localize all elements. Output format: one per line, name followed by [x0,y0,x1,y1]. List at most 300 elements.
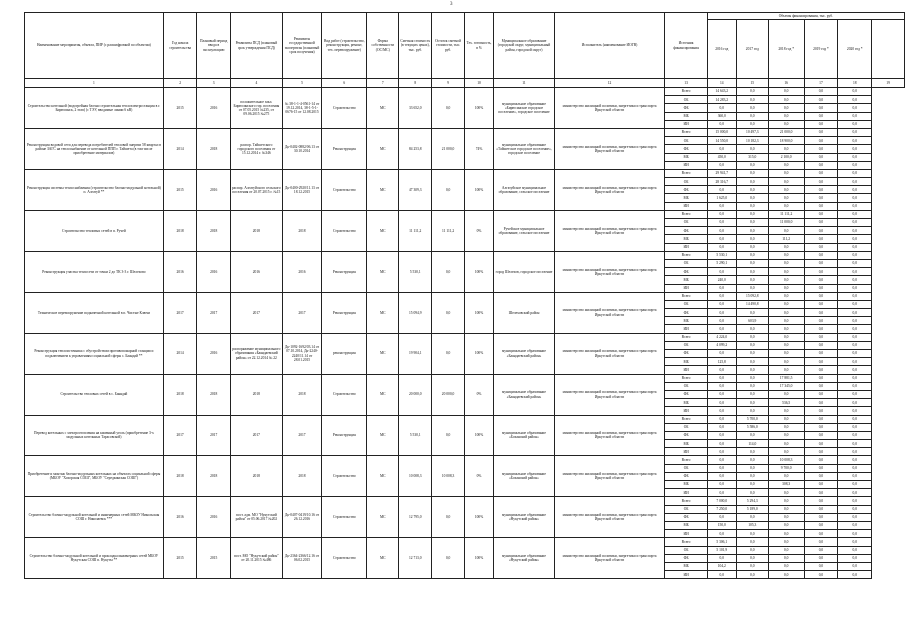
column-index-cell: 16 [768,79,804,88]
funding-value-cell: 0,0 [736,456,768,464]
funding-value-cell: 0,0 [768,530,804,538]
funding-value-cell: 0,0 [707,292,736,300]
funding-value-cell: 536,5 [768,399,804,407]
municipality-cell: Алгатуйское муниципальное образование, сельское поселение [494,169,554,210]
header-remaining-cost: Остаток сметной стоимости, тыс. руб. [432,13,464,79]
work-type-cell: Строительство [322,374,367,415]
funding-value-cell: 5 294,3 [736,497,768,505]
project-name-cell: Строительство блочно-модульной котельной и прокладка инженерных сетей МБОУ Нукутская СОШ п. Нукуты ** [25,538,164,579]
funding-value-cell: 0,0 [768,325,804,333]
expertise-details-cell: 2016 [282,251,321,292]
column-index-cell: 6 [322,79,367,88]
psd-details-cell: 2018 [230,210,282,251]
remaining-cost-cell: 0,0 [432,538,464,579]
funding-value-cell: 0,0 [838,562,872,570]
funding-value-cell: 0,0 [707,104,736,112]
funding-source-cell: МБ [665,358,707,366]
funding-value-cell: 0,0 [707,464,736,472]
funding-value-cell: 125,8 [707,358,736,366]
funding-value-cell: 315,0 [736,153,768,161]
header-blank [872,20,905,79]
table-row [25,88,905,96]
funding-value-cell: 9 700,0 [768,464,804,472]
table-row [25,456,905,464]
funding-value-cell: 0,0 [804,358,838,366]
funding-value-cell: 14 550,0 [707,137,736,145]
funding-source-cell: МБ [665,562,707,570]
table-row [25,538,905,546]
municipality-cell: муниципальное образование «Нукутский район» [494,497,554,538]
funding-source-cell: ОБ [665,178,707,186]
funding-value-cell: 4 224,0 [707,333,736,341]
funding-value-cell: 0,0 [838,530,872,538]
funding-source-cell: МБ [665,276,707,284]
funding-value-cell: 0,0 [804,431,838,439]
ownership-cell: МС [367,128,399,169]
funding-value-cell: 0,0 [768,366,804,374]
funding-value-cell: 0,0 [736,227,768,235]
funding-value-cell: 0,0 [707,366,736,374]
funding-value-cell: 114,0 [736,440,768,448]
funding-value-cell: 0,0 [768,538,804,546]
project-name-cell: Реконструкция участка теплосети от точки 2 до ТК 3-3 г. Шелехово [25,251,164,292]
funding-value-cell: 0,0 [804,350,838,358]
column-index-cell: 5 [282,79,321,88]
expertise-details-cell: 2018 [282,210,321,251]
funding-value-cell: 0,0 [768,390,804,398]
funding-value-cell: 10 008,3 [768,456,804,464]
psd-details-cell: 2018 [230,456,282,497]
funding-value-cell: 0,0 [838,112,872,120]
funding-value-cell: 0,0 [736,186,768,194]
funding-value-cell: 0,0 [707,513,736,521]
funding-value-cell: 240,0 [707,276,736,284]
work-type-cell: Реконструкция [322,415,367,456]
executor-cell: министерство жилищной политики, энергетики и транспорта Иркутской области [554,538,665,579]
work-type-cell: Строительство [322,497,367,538]
funding-value-cell: 0,0 [804,96,838,104]
start-year-cell: 2014 [163,333,197,374]
commission-year-cell: 2016 [197,497,231,538]
funding-value-cell: 0,0 [736,366,768,374]
readiness-cell: 74% [464,128,494,169]
funding-value-cell: 0,0 [736,96,768,104]
funding-value-cell: 0,0 [804,341,838,349]
funding-value-cell: 0,0 [768,284,804,292]
funding-value-cell: 0,0 [838,210,872,218]
expertise-details-cell: 2017 [282,292,321,333]
funding-value-cell: 0,0 [838,309,872,317]
expertise-details-cell: № 38-1-1-4-0561-14 от 19.12.2014, 38-1-5-1-0676-15 от 12.08.2015 [282,88,321,129]
funding-value-cell: 0,0 [838,104,872,112]
start-year-cell: 2015 [163,538,197,579]
work-type-cell: Реконструкция [322,251,367,292]
funding-value-cell: 0,0 [804,161,838,169]
funding-value-cell: 0,0 [736,407,768,415]
column-index-cell: 9 [432,79,464,88]
funding-value-cell: 0,0 [804,259,838,267]
funding-value-cell: 0,0 [707,120,736,128]
funding-source-cell: ФБ [665,268,707,276]
funding-value-cell: 0,0 [707,399,736,407]
municipality-cell: Шелеховский район [494,292,554,333]
funding-value-cell: 0,0 [707,489,736,497]
funding-value-cell: 0,0 [838,538,872,546]
column-index-cell: 1 [25,79,164,88]
funding-value-cell: 0,0 [768,178,804,186]
ownership-cell: МС [367,497,399,538]
funding-value-cell: 0,0 [707,554,736,562]
funding-value-cell: 0,0 [707,423,736,431]
column-index-row [25,79,905,88]
funding-value-cell: 0,0 [736,243,768,251]
table-row [25,128,905,136]
funding-value-cell: 0,0 [768,169,804,177]
remaining-cost-cell: 20 000,0 [432,374,464,415]
funding-value-cell: 0,0 [804,128,838,136]
funding-value-cell: 0,0 [736,489,768,497]
header-executor: Исполнитель (наименование ИОГВ) [554,13,665,79]
funding-value-cell: 0,0 [707,350,736,358]
funding-value-cell: 5 306,1 [707,538,736,546]
funding-value-cell: 0,0 [838,431,872,439]
funding-value-cell: 0,0 [838,464,872,472]
header-commission: Плановый период ввода в эксплуатацию [197,13,231,79]
funding-source-cell: Всего [665,415,707,423]
funding-value-cell: 0,0 [736,309,768,317]
column-index-cell: 15 [736,79,768,88]
funding-source-cell: ИИ [665,448,707,456]
header-readiness: Тех. готовность, в % [464,13,494,79]
funding-value-cell: 0,0 [736,88,768,96]
remaining-cost-cell: 0,0 [432,497,464,538]
funding-value-cell: 0,0 [838,366,872,374]
funding-value-cell: 0,0 [838,481,872,489]
funding-value-cell: 0,0 [736,169,768,177]
funding-value-cell: 0,0 [804,276,838,284]
funding-value-cell: 0,0 [768,423,804,431]
funding-value-cell: 29 941,7 [707,169,736,177]
funding-source-cell: ФБ [665,227,707,235]
estimated-cost-cell: 19 904,1 [399,333,432,374]
funding-value-cell: 0,0 [736,530,768,538]
funding-value-cell: 0,0 [707,243,736,251]
column-index-cell: 13 [665,79,707,88]
psd-details-cell: 2017 [230,415,282,456]
ownership-cell: МС [367,538,399,579]
remaining-cost-cell: 11 111,2 [432,210,464,251]
funding-value-cell: 0,0 [736,161,768,169]
funding-value-cell: 0,0 [768,112,804,120]
funding-value-cell: 0,0 [838,120,872,128]
funding-value-cell: 0,0 [838,341,872,349]
expertise-details-cell: 2018 [282,456,321,497]
funding-value-cell: 0,0 [838,513,872,521]
funding-source-cell: ОБ [665,423,707,431]
funding-value-cell: 0,0 [707,268,736,276]
header-expertise: Реквизиты государственной экспертизы (плановый срок получения) [282,13,321,79]
column-index-cell: 11 [494,79,554,88]
funding-value-cell: 0,0 [838,374,872,382]
funding-value-cell: 0,0 [736,219,768,227]
funding-value-cell: 0,0 [707,571,736,579]
funding-value-cell: 0,0 [838,423,872,431]
funding-value-cell: 0,0 [838,235,872,243]
funding-value-cell: 15 092,8 [736,292,768,300]
header-start-year: Год начала строительства [163,13,197,79]
funding-value-cell: 0,0 [768,440,804,448]
funding-table [24,12,905,579]
funding-value-cell: 0,0 [838,472,872,480]
funding-value-cell: 0,0 [804,571,838,579]
funding-value-cell: 0,0 [804,333,838,341]
funding-value-cell: 0,0 [768,497,804,505]
funding-value-cell: 14 643,2 [707,88,736,96]
project-name-cell: Реконструкция водовой сети для перевода потребителей тепловой энергии 58 квартал в районе ЗАГС на теплоснабжение от котельной ППП г. Тайшета (в том числе приобретение материалов) [25,128,164,169]
funding-value-cell: 0,0 [707,300,736,308]
page-number: 3 [450,2,453,7]
funding-value-cell: 0,0 [804,407,838,415]
funding-value-cell: 0,0 [838,145,872,153]
expertise-details-cell: Дк-1092-1692/03.14 от 07.10.2014, Дк-2240-2240/11.14 от 28.01.2015 [282,333,321,374]
funding-value-cell: 0,0 [838,219,872,227]
table-row [25,169,905,177]
table-row [25,333,905,341]
funding-value-cell: 0,0 [768,407,804,415]
funding-value-cell: 0,0 [838,333,872,341]
funding-value-cell: 0,0 [804,186,838,194]
start-year-cell: 2017 [163,292,197,333]
funding-value-cell: 0,0 [768,186,804,194]
funding-source-cell: МБ [665,194,707,202]
funding-value-cell: 0,0 [736,481,768,489]
project-name-cell: Реконструкция теплоисточника с обустройством противопожарной станции и подключением к управлениям социальной сферы с. Баяндай ** [25,333,164,374]
funding-value-cell: 0,0 [736,104,768,112]
funding-value-cell: 0,0 [838,137,872,145]
column-index-cell: 17 [804,79,838,88]
remaining-cost-cell: 21 000,0 [432,128,464,169]
funding-source-cell: МБ [665,112,707,120]
header-year-2019: 2019 год * [804,20,838,79]
estimated-cost-cell: 12 795,0 [399,497,432,538]
funding-source-cell: ОБ [665,505,707,513]
expertise-details-cell: 2017 [282,415,321,456]
municipality-cell: муниципальное образование «Баяндаевский район» [494,374,554,415]
table-row [25,210,905,218]
funding-value-cell: 0,0 [736,202,768,210]
estimated-cost-cell: 5 530,1 [399,251,432,292]
funding-value-cell: 0,0 [736,554,768,562]
funding-value-cell: 0,0 [768,341,804,349]
funding-source-cell: ФБ [665,145,707,153]
funding-value-cell: 0,0 [707,309,736,317]
column-index-cell: 2 [163,79,197,88]
start-year-cell: 2018 [163,456,197,497]
funding-value-cell: 0,0 [768,145,804,153]
commission-year-cell: 2015 [197,538,231,579]
funding-source-cell: ИИ [665,243,707,251]
funding-value-cell: 0,0 [838,300,872,308]
funding-value-cell: 0,0 [838,202,872,210]
readiness-cell: 100% [464,538,494,579]
funding-value-cell: 0,0 [736,350,768,358]
funding-value-cell: 0,0 [804,112,838,120]
executor-cell: министерство жилищной политики, энергетики и транспорта Иркутской области [554,415,665,456]
funding-source-cell: Всего [665,333,707,341]
funding-source-cell: Всего [665,292,707,300]
funding-value-cell: 0,0 [804,399,838,407]
executor-cell: министерство жилищной политики, энергетики и транспорта Иркутской области [554,251,665,292]
funding-value-cell: 0,0 [804,538,838,546]
funding-value-cell: 0,0 [707,440,736,448]
funding-value-cell: 0,0 [768,292,804,300]
funding-value-cell: 105,3 [736,521,768,529]
funding-value-cell: 17 881,5 [768,374,804,382]
funding-value-cell: 0,0 [736,268,768,276]
funding-value-cell: 0,0 [736,399,768,407]
start-year-cell: 2016 [163,251,197,292]
project-name-cell: Перевод котельных с электроотопления на каменный уголь (приобретение 3-х модульных котельных Тарасовской) [25,415,164,456]
funding-value-cell: 0,0 [838,194,872,202]
funding-value-cell: 0,0 [768,333,804,341]
funding-value-cell: 0,0 [736,178,768,186]
funding-value-cell: 10 182,3 [736,137,768,145]
funding-source-cell: ИИ [665,366,707,374]
start-year-cell: 2015 [163,169,197,210]
funding-value-cell: 0,0 [768,415,804,423]
funding-value-cell: 14 283,2 [707,96,736,104]
funding-value-cell: 0,0 [838,407,872,415]
funding-value-cell: 0,0 [707,186,736,194]
funding-value-cell: 0,0 [804,104,838,112]
funding-value-cell: 0,0 [804,505,838,513]
funding-value-cell: 0,0 [768,472,804,480]
psd-details-cell: положительное закл. Бирюсинского гор. поселения от 07.05.2015 №235, от 09.06.2015 №275 [230,88,282,129]
funding-source-cell: Всего [665,128,707,136]
header-psd: Реквизиты ПСД (плановый срок утверждения ПСД) [230,13,282,79]
funding-value-cell: 0,0 [768,88,804,96]
executor-cell: министерство жилищной политики, энергетики и транспорта Иркутской области [554,374,665,415]
table-row [25,497,905,505]
funding-source-cell: ОБ [665,96,707,104]
funding-value-cell: 0,0 [768,251,804,259]
executor-cell: министерство жилищной политики, энергетики и транспорта Иркутской области [554,333,665,374]
commission-year-cell: 2017 [197,292,231,333]
commission-year-cell: 2016 [197,169,231,210]
funding-value-cell: 0,0 [804,415,838,423]
estimated-cost-cell: 10 008,3 [399,456,432,497]
funding-value-cell: 11 111,2 [768,210,804,218]
funding-value-cell: 0,0 [736,358,768,366]
funding-value-cell: 0,0 [736,112,768,120]
funding-value-cell: 0,0 [838,243,872,251]
funding-value-cell: 0,0 [804,88,838,96]
commission-year-cell: 2016 [197,333,231,374]
funding-value-cell: 0,0 [768,448,804,456]
estimated-cost-cell: 47 309,3 [399,169,432,210]
funding-source-cell: МБ [665,399,707,407]
remaining-cost-cell: 0,0 [432,251,464,292]
funding-value-cell: 0,0 [768,358,804,366]
funding-value-cell: 5 290,1 [707,259,736,267]
funding-value-cell: 0,0 [804,194,838,202]
estimated-cost-cell: 20 000,0 [399,374,432,415]
funding-value-cell: 0,0 [768,96,804,104]
estimated-cost-cell: 15 094,9 [399,292,432,333]
funding-value-cell: 0,0 [736,194,768,202]
funding-value-cell: 0,0 [707,284,736,292]
work-type-cell: Строительство [322,538,367,579]
funding-value-cell: 0,0 [707,456,736,464]
funding-value-cell: 0,0 [768,571,804,579]
funding-value-cell: 0,0 [736,448,768,456]
executor-cell: министерство жилищной политики, энергетики и транспорта Иркутской области [554,210,665,251]
funding-value-cell: 0,0 [736,513,768,521]
funding-value-cell: 28 316,7 [707,178,736,186]
commission-year-cell: 2018 [197,128,231,169]
funding-value-cell: 0,0 [838,284,872,292]
funding-value-cell: 0,0 [707,407,736,415]
funding-value-cell: 0,0 [768,554,804,562]
funding-value-cell: 0,0 [736,374,768,382]
executor-cell: министерство жилищной политики, энергетики и транспорта Иркутской области [554,128,665,169]
funding-source-cell: ФБ [665,186,707,194]
funding-value-cell: 21 000,0 [768,128,804,136]
funding-value-cell: 0,0 [804,219,838,227]
funding-source-cell: ФБ [665,513,707,521]
funding-value-cell: 18 900,0 [768,137,804,145]
funding-source-cell: МБ [665,235,707,243]
funding-value-cell: 0,0 [736,276,768,284]
funding-value-cell: 0,0 [804,382,838,390]
funding-value-cell: 0,0 [804,521,838,529]
readiness-cell: 0% [464,210,494,251]
psd-details-cell: пост. МО "Нукутский район" от 20.11.2015 №486 [230,538,282,579]
funding-value-cell: 0,0 [768,505,804,513]
funding-value-cell: 0,0 [838,169,872,177]
funding-value-cell: 0,0 [838,489,872,497]
estimated-cost-cell: 11 111,2 [399,210,432,251]
funding-source-cell: ОБ [665,546,707,554]
start-year-cell: 2018 [163,374,197,415]
ownership-cell: МС [367,210,399,251]
funding-value-cell: 0,0 [804,317,838,325]
funding-value-cell: 0,0 [838,268,872,276]
work-type-cell: Строительство [322,88,367,129]
funding-value-cell: 0,0 [768,546,804,554]
funding-value-cell: 0,0 [736,546,768,554]
funding-value-cell: 0,0 [838,186,872,194]
funding-value-cell: 0,0 [768,259,804,267]
work-type-cell: Строительство [322,456,367,497]
funding-value-cell: 0,0 [838,325,872,333]
funding-value-cell: 0,0 [804,546,838,554]
funding-source-cell: ФБ [665,309,707,317]
funding-value-cell: 0,0 [736,464,768,472]
expertise-details-cell: Дк-0402-0882/06.13 от 30.10.2014 [282,128,321,169]
funding-value-cell: 0,0 [804,489,838,497]
funding-source-cell: ИИ [665,161,707,169]
estimated-cost-cell: 84 253,8 [399,128,432,169]
funding-value-cell: 0,0 [804,366,838,374]
funding-value-cell: 10 497,3 [736,128,768,136]
municipality-cell: муниципальное образование «Боханский район» [494,415,554,456]
funding-value-cell: 0,0 [804,227,838,235]
funding-value-cell: 0,0 [804,554,838,562]
funding-source-cell: ОБ [665,259,707,267]
funding-value-cell: 0,0 [838,448,872,456]
funding-source-cell: Всего [665,538,707,546]
